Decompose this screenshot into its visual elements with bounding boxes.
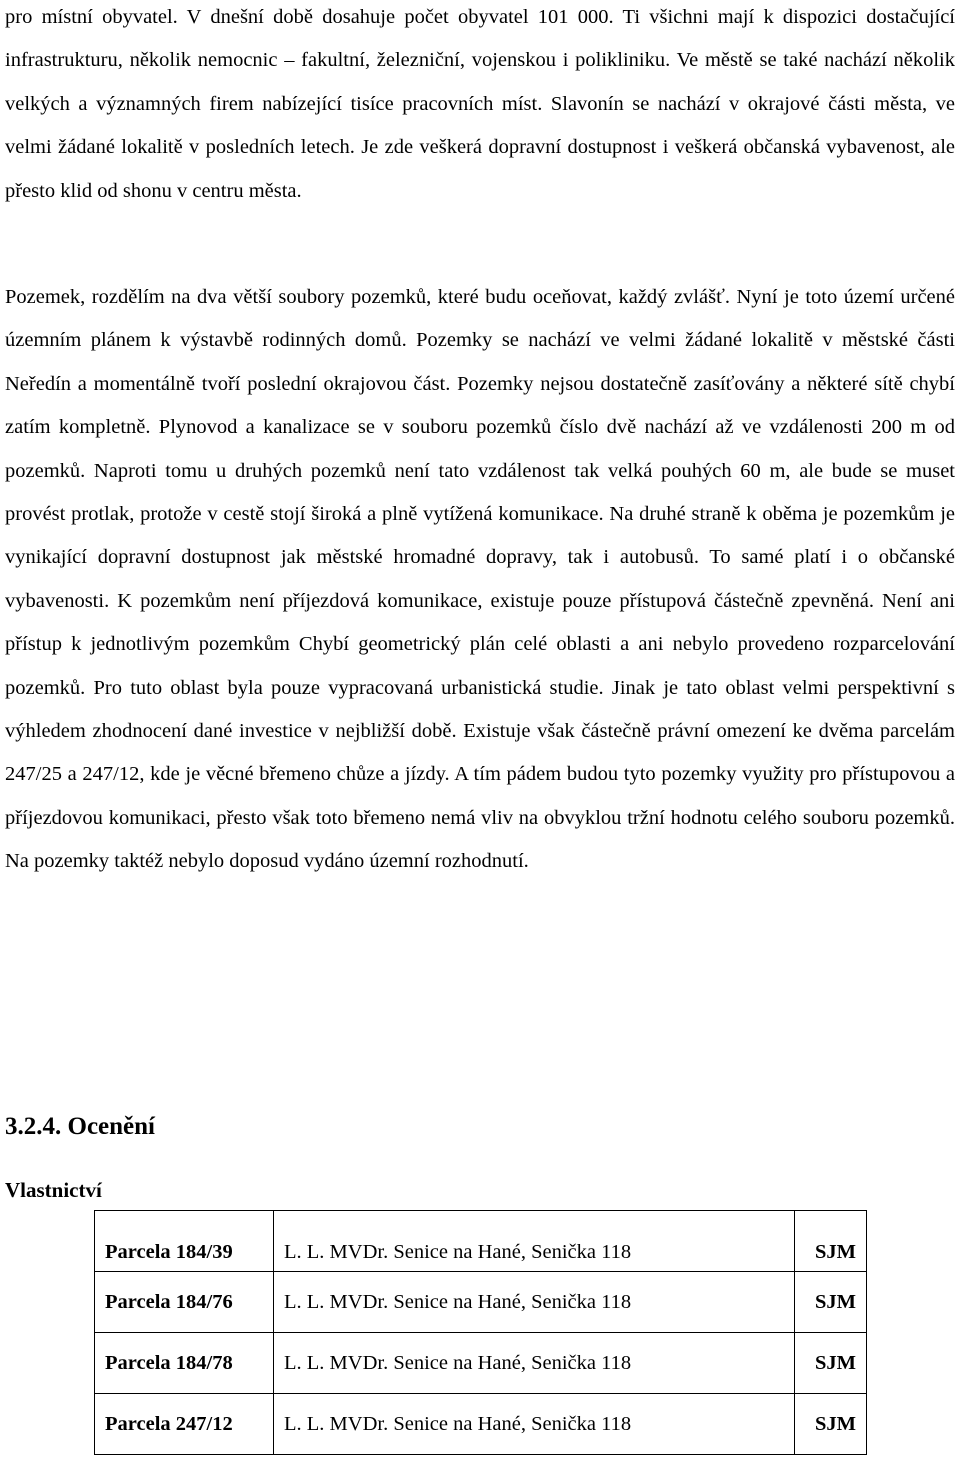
parcel-cell: Parcela 184/39 <box>95 1211 274 1272</box>
section-subheading: Vlastnictví <box>5 1178 102 1202</box>
table-row <box>95 1211 867 1272</box>
section-heading: 3.2.4. Ocenění <box>5 1113 155 1140</box>
ownership-table <box>94 1210 867 1455</box>
parcel-cell: Parcela 184/76 <box>95 1272 274 1333</box>
parcel-cell: Parcela 184/78 <box>95 1333 274 1394</box>
owner-cell: L. L. MVDr. Senice na Hané, Senička 118 <box>274 1272 795 1333</box>
ownership-type-cell: SJM <box>795 1211 867 1272</box>
ownership-type-cell: SJM <box>795 1333 867 1394</box>
ownership-type-cell: SJM <box>795 1272 867 1333</box>
table-row <box>95 1333 867 1394</box>
owner-cell: L. L. MVDr. Senice na Hané, Senička 118 <box>274 1211 795 1272</box>
body-paragraph-1: pro místní obyvatel. V dnešní době dosahuje počet obyvatel 101 000. Ti všichni mají k dispozici dostačující infrastrukturu, několik nemocnic – fakultní, železniční, vojenskou i polikliniku. Ve městě se také nachází několik velkých a významných firem nabízející tisíce pracovních míst. Slavonín se nachází v okrajové části města, ve velmi žádané lokalitě v posledních letech. Je zde veškerá dopravní dostupnost i veškerá občanská vybavenost, ale přesto klid od shonu v centru města. <box>5 6 955 202</box>
parcel-cell: Parcela 247/12 <box>95 1394 274 1455</box>
table-row <box>95 1272 867 1333</box>
body-paragraph-2: Pozemek, rozdělím na dva větší soubory pozemků, které budu oceňovat, každý zvlášť. Nyní je toto území určené územním plánem k výstavbě rodinných domů. Pozemky se nachází ve velmi žádané lokalitě v městské části Neředín a momentálně tvoří poslední okrajovou část. Pozemky nejsou dostatečně zasíťovány a některé sítě chybí zatím kompletně. Plynovod a kanalizace se v souboru pozemků číslo dvě nachází až ve vzdálenosti 200 m od pozemků. Naproti tomu u druhých pozemků není tato vzdálenost tak velká pouhých 60 m, ale bude se muset provést protlak, protože v cestě stojí široká a plně vytížená komunikace. Na druhé straně k oběma je pozemkům je vynikající dopravní dostupnost jak městské hromadné dopravy, tak i autobusů. To samé platí i o občanské vybavenosti. K pozemkům není příjezdová komunikace, existuje pouze přístupová částečně zpevněná. Není ani přístup k jednotlivým pozemkům Chybí geometrický plán celé oblasti a ani nebylo provedeno rozparcelování pozemků. Pro tuto oblast byla pouze vypracovaná urbanistická studie. Jinak je tato oblast velmi perspektivní s výhledem zhodnocení dané investice v nejbližší době. Existuje však částečně právní omezení ke dvěma parcelám 247/25 a 247/12, kde je věcné břemeno chůze a jízdy. A tím pádem budou tyto pozemky využity pro přístupovou a příjezdovou komunikaci, přesto však toto břemeno nemá vliv na obvyklou tržní hodnotu celého souboru pozemků. Na pozemky taktéž nebylo doposud vydáno územní rozhodnutí. <box>5 286 955 873</box>
table-row <box>95 1394 867 1455</box>
ownership-type-cell: SJM <box>795 1394 867 1455</box>
owner-cell: L. L. MVDr. Senice na Hané, Senička 118 <box>274 1333 795 1394</box>
owner-cell: L. L. MVDr. Senice na Hané, Senička 118 <box>274 1394 795 1455</box>
